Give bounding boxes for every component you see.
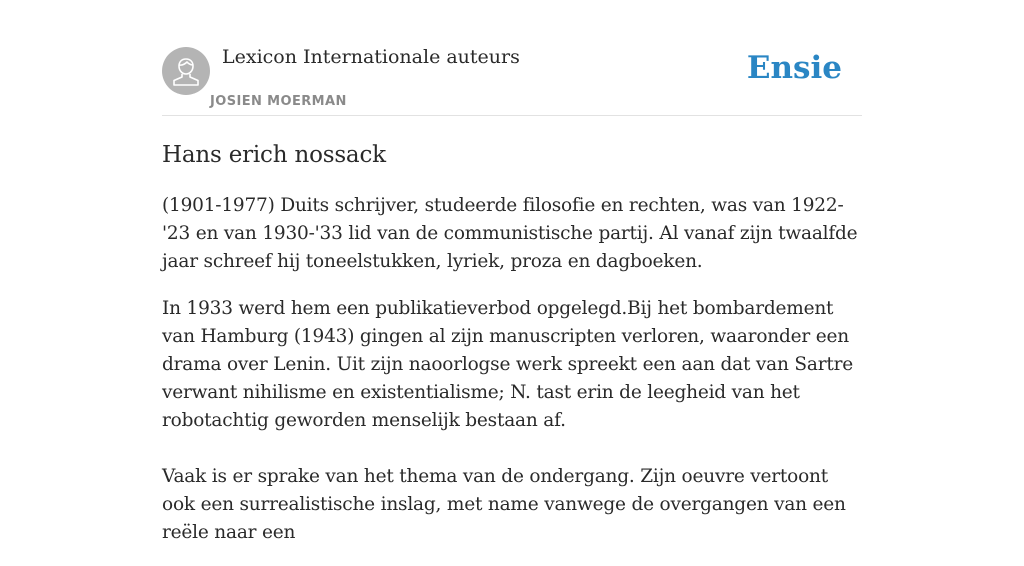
paragraph-spacer <box>162 435 862 463</box>
entry-content <box>162 140 862 566</box>
entry-paragraph-1: (1901-1977) Duits schrijver, studeerde filosofie en rechten, was van 1922-'23 en van 1930-'33 lid van de communistische partij. Al vanaf zijn twaalfde jaar schreef hij toneelstukken, lyriek, proza en dagboeken. <box>162 195 858 272</box>
author-link[interactable]: JOSIEN MOERMAN <box>210 94 347 109</box>
avatar[interactable] <box>162 47 210 95</box>
book-title-link[interactable]: Lexicon Internationale auteurs <box>222 46 520 68</box>
ensie-logo[interactable]: Ensie <box>746 50 842 86</box>
entry-title: Hans erich nossack <box>162 142 386 168</box>
entry-paragraph-3: Vaak is er sprake van het thema van de ondergang. Zijn oeuvre vertoont ook een surrealistische inslag, met name vanwege de overgangen van een reële naar een <box>162 466 846 543</box>
entry-paragraph-2: In 1933 werd hem een publikatieverbod opgelegd.Bij het bombardement van Hamburg (1943) gingen al zijn manuscripten verloren, waaronder een drama over Lenin. Uit zijn naoorlogse werk spreekt een aan dat van Sartre verwant nihilisme en existentialisme; N. tast erin de leegheid van het robotachtig geworden menselijk bestaan af. <box>162 298 853 431</box>
user-avatar-icon <box>162 47 210 95</box>
page-header <box>162 40 862 116</box>
